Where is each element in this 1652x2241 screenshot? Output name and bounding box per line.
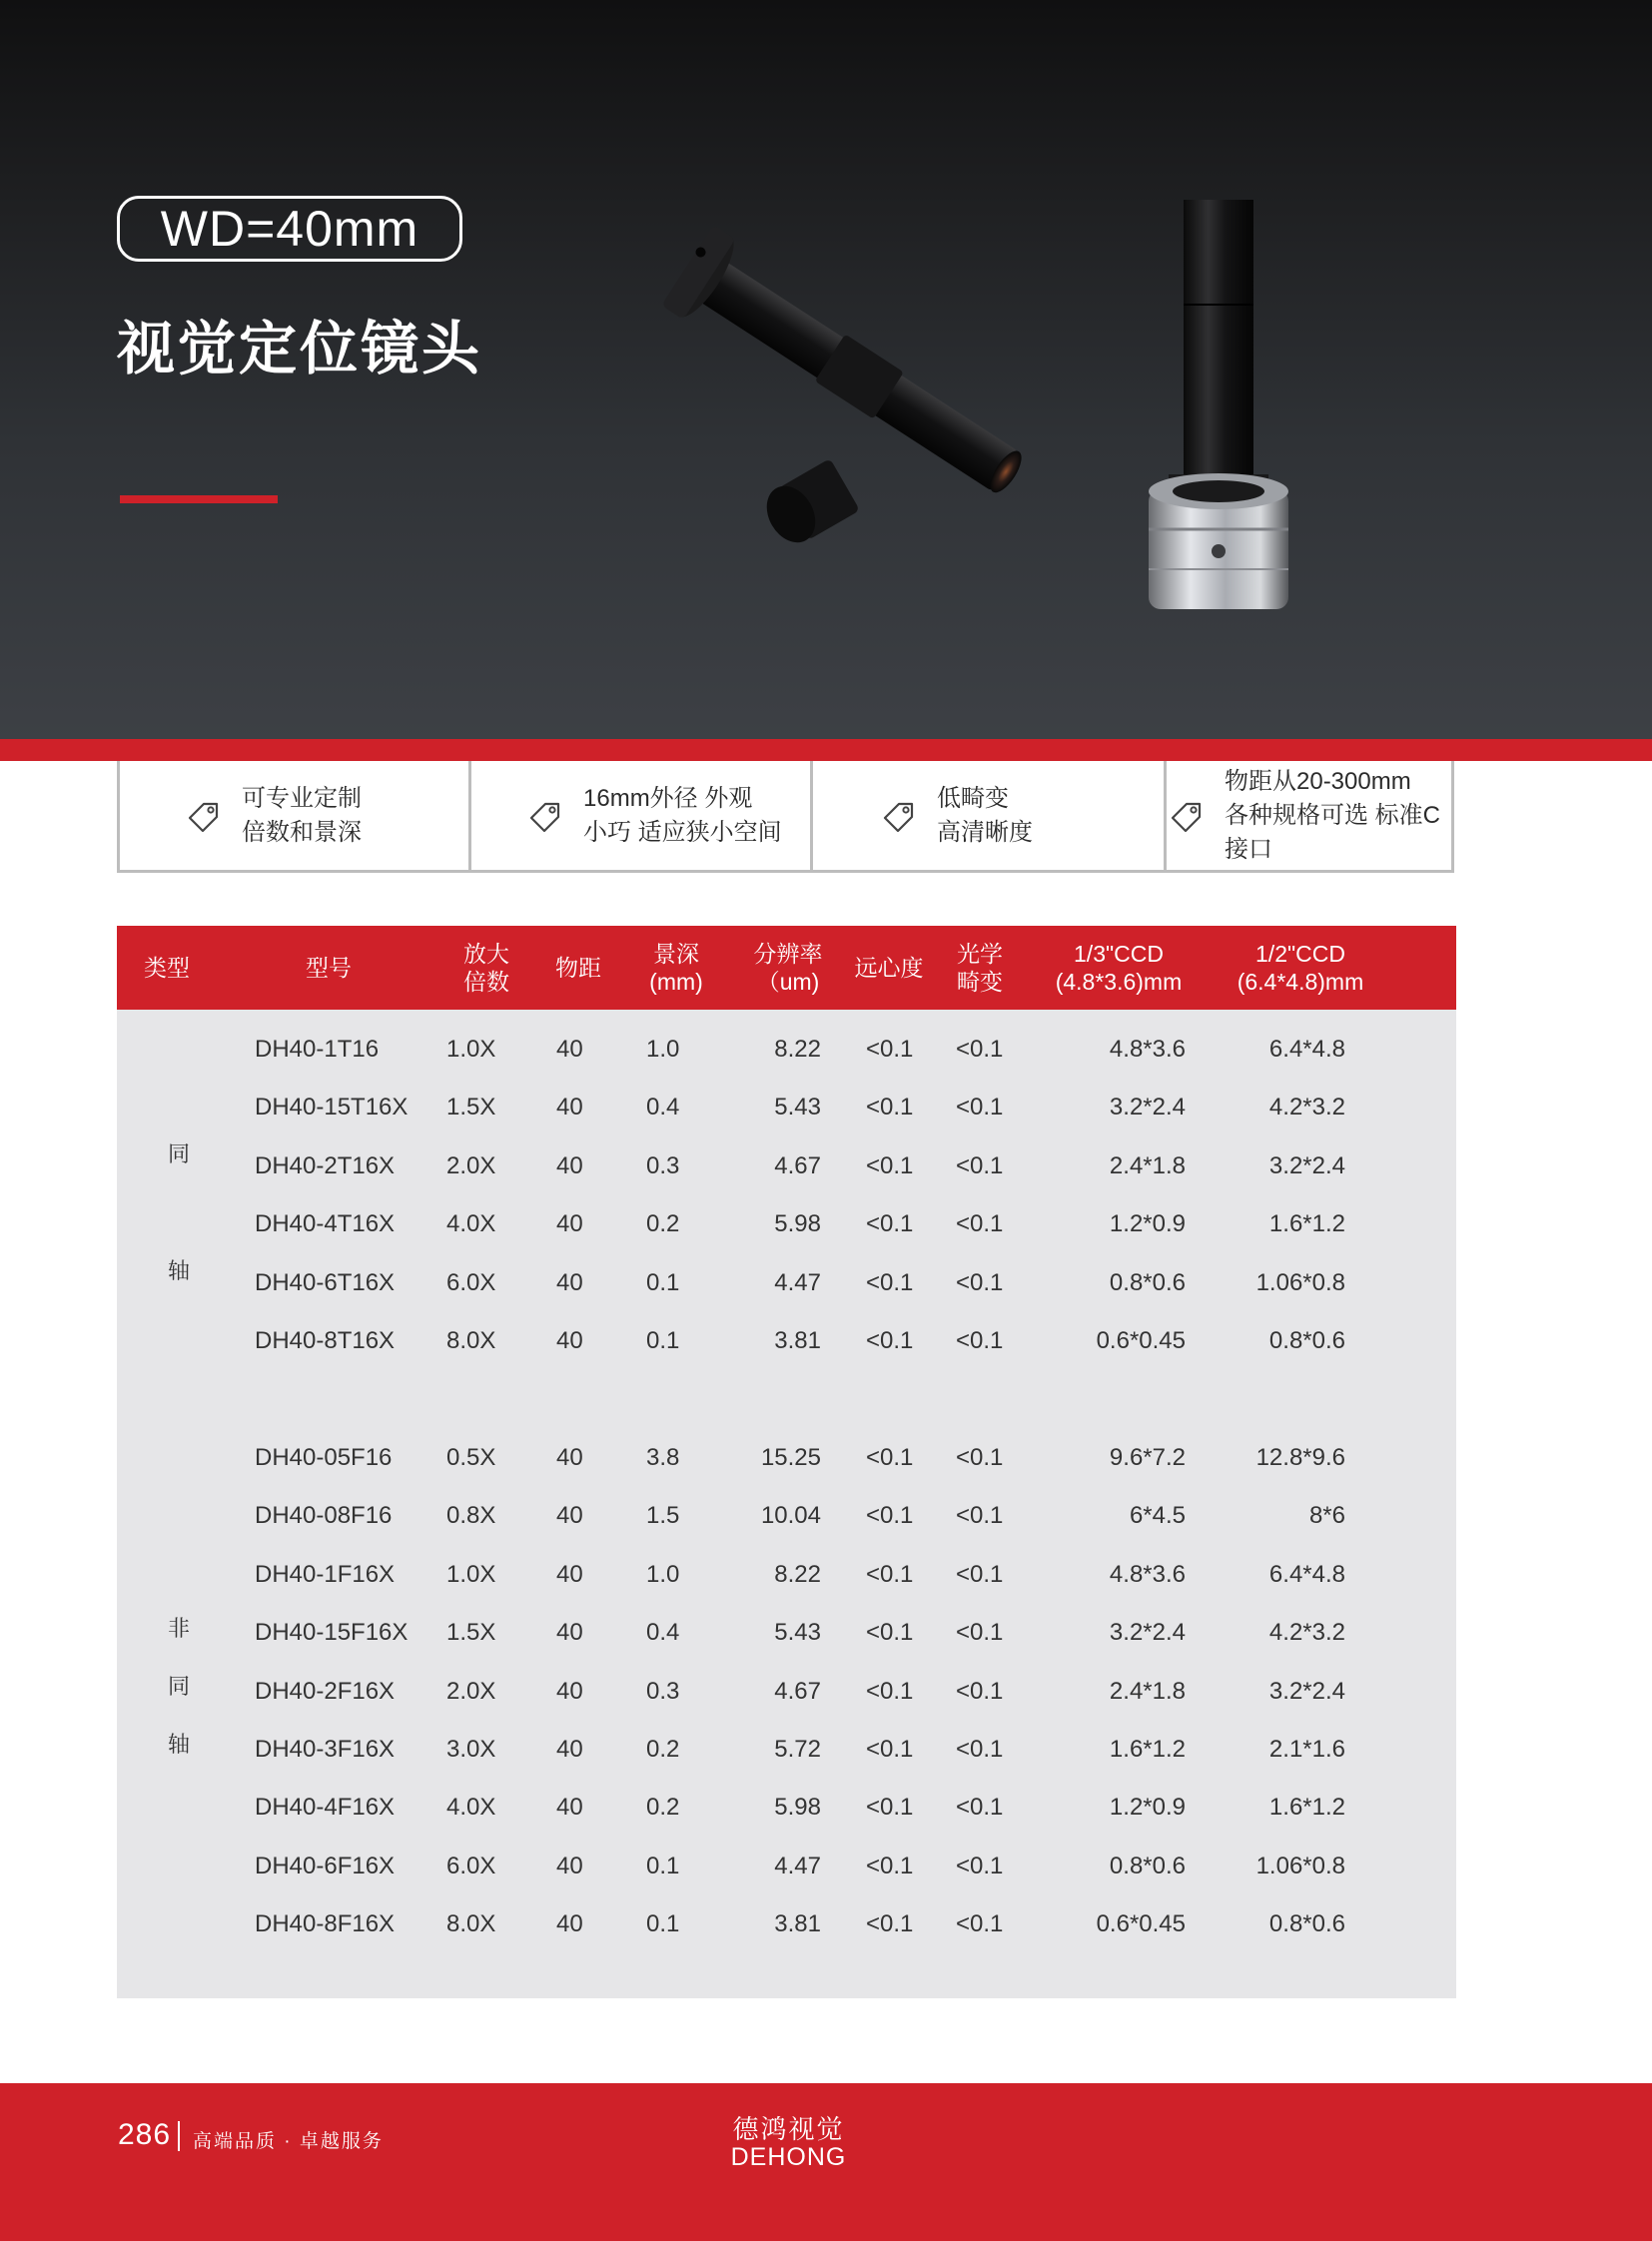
- header-telecentricity: 远心度: [854, 955, 924, 981]
- cell-ccd-half-inch: 1.06*0.8: [1255, 1852, 1345, 1879]
- cell-working-distance: 40: [556, 1560, 583, 1588]
- cell-depth-of-field: 0.1: [646, 1268, 680, 1296]
- cell-optical-distortion: <0.1: [956, 1327, 1004, 1354]
- cell-ccd-half-inch: 3.2*2.4: [1268, 1151, 1345, 1179]
- tag-icon: [1167, 796, 1207, 836]
- cell-model: DH40-08F16: [255, 1502, 393, 1530]
- cell-ccd-third-inch: 1.2*0.9: [1109, 1794, 1186, 1822]
- cell-working-distance: 40: [556, 1736, 583, 1763]
- cell-telecentricity: <0.1: [866, 1619, 914, 1647]
- header-resolution-line-2: （um): [756, 969, 820, 995]
- cell-working-distance: 40: [556, 1852, 583, 1879]
- feature-line-1: 可专业定制: [242, 784, 362, 812]
- cell-model: DH40-2T16X: [255, 1151, 396, 1179]
- cell-resolution: 4.47: [774, 1852, 821, 1879]
- cell-depth-of-field: 0.4: [646, 1619, 680, 1647]
- cell-model: DH40-6F16X: [255, 1852, 396, 1879]
- header-dof-line-2: (mm): [649, 969, 703, 995]
- cell-resolution: 10.04: [760, 1502, 821, 1530]
- table-body: [117, 1010, 1456, 1998]
- cell-telecentricity: <0.1: [866, 1327, 914, 1354]
- lens-product-image: [639, 200, 1358, 639]
- cell-telecentricity: <0.1: [866, 1677, 914, 1705]
- cell-model: DH40-4T16X: [255, 1210, 396, 1238]
- cell-depth-of-field: 1.0: [646, 1560, 680, 1588]
- cell-telecentricity: <0.1: [866, 1444, 914, 1471]
- cell-working-distance: 40: [556, 1794, 583, 1822]
- cell-working-distance: 40: [556, 1619, 583, 1647]
- cell-resolution: 8.22: [774, 1560, 821, 1588]
- cell-magnification: 4.0X: [446, 1210, 496, 1238]
- cell-ccd-half-inch: 1.06*0.8: [1255, 1268, 1345, 1296]
- cell-model: DH40-15T16X: [255, 1094, 409, 1121]
- cell-optical-distortion: <0.1: [956, 1910, 1004, 1938]
- cell-optical-distortion: <0.1: [956, 1210, 1004, 1238]
- cell-ccd-third-inch: 2.4*1.8: [1109, 1677, 1186, 1705]
- header-ccd12-line-2: (6.4*4.8)mm: [1237, 969, 1364, 995]
- cell-ccd-half-inch: 8*6: [1308, 1502, 1345, 1530]
- header-model: 型号: [306, 955, 352, 981]
- header-dof-line-1: 景深: [653, 941, 699, 967]
- cell-optical-distortion: <0.1: [956, 1852, 1004, 1879]
- cell-magnification: 2.0X: [446, 1677, 496, 1705]
- header-ccd-third-inch: [1034, 926, 1204, 1010]
- cell-optical-distortion: <0.1: [956, 1151, 1004, 1179]
- cell-magnification: 1.0X: [446, 1036, 496, 1063]
- header-optical-distortion: [950, 926, 1010, 1010]
- cell-depth-of-field: 0.1: [646, 1910, 680, 1938]
- cell-ccd-half-inch: 4.2*3.2: [1268, 1094, 1345, 1121]
- feature-item: [120, 761, 471, 870]
- header-type: 类型: [144, 955, 190, 981]
- cell-working-distance: 40: [556, 1036, 583, 1063]
- cell-ccd-half-inch: 1.6*1.2: [1268, 1794, 1345, 1822]
- hero-red-band: [0, 739, 1652, 761]
- cell-optical-distortion: <0.1: [956, 1677, 1004, 1705]
- cell-resolution: 5.43: [774, 1619, 821, 1647]
- cell-resolution: 5.72: [774, 1736, 821, 1763]
- header-magnification: [456, 926, 516, 1010]
- cell-optical-distortion: <0.1: [956, 1268, 1004, 1296]
- spec-table: [117, 926, 1456, 1998]
- cell-depth-of-field: 0.2: [646, 1210, 680, 1238]
- cell-ccd-third-inch: 1.2*0.9: [1109, 1210, 1186, 1238]
- cell-ccd-half-inch: 1.6*1.2: [1268, 1210, 1345, 1238]
- tag-icon: [525, 796, 565, 836]
- header-ccd13-line-1: 1/3"CCD: [1074, 941, 1164, 967]
- cell-ccd-half-inch: 6.4*4.8: [1268, 1036, 1345, 1063]
- cell-ccd-third-inch: 9.6*7.2: [1109, 1444, 1186, 1471]
- tag-icon: [184, 796, 224, 836]
- cell-ccd-third-inch: 4.8*3.6: [1109, 1036, 1186, 1063]
- cell-ccd-third-inch: 1.6*1.2: [1109, 1736, 1186, 1763]
- page-footer: [0, 2083, 1652, 2241]
- cell-ccd-third-inch: 4.8*3.6: [1109, 1560, 1186, 1588]
- cell-model: DH40-15F16X: [255, 1619, 409, 1647]
- cell-ccd-half-inch: 0.8*0.6: [1268, 1910, 1345, 1938]
- header-distortion-line-2: 畸变: [957, 969, 1003, 995]
- cell-ccd-third-inch: 0.6*0.45: [1096, 1910, 1186, 1938]
- cell-depth-of-field: 1.5: [646, 1502, 680, 1530]
- cell-telecentricity: <0.1: [866, 1094, 914, 1121]
- feature-line-1: 16mm外径 外观: [583, 784, 753, 812]
- cell-depth-of-field: 0.4: [646, 1094, 680, 1121]
- cell-model: DH40-1F16X: [255, 1560, 396, 1588]
- cell-depth-of-field: 3.8: [646, 1444, 680, 1471]
- cell-model: DH40-3F16X: [255, 1736, 396, 1763]
- header-magnification-line-1: 放大: [463, 941, 509, 967]
- feature-line-2: 倍数和景深: [242, 818, 362, 846]
- feature-line-1: 物距从20-300mm: [1225, 767, 1411, 795]
- header-magnification-line-2: 倍数: [463, 969, 509, 995]
- cell-optical-distortion: <0.1: [956, 1619, 1004, 1647]
- cell-model: DH40-4F16X: [255, 1794, 396, 1822]
- cell-optical-distortion: <0.1: [956, 1736, 1004, 1763]
- type-label: 同: [167, 1674, 190, 1699]
- feature-strip: [117, 761, 1454, 873]
- cell-ccd-third-inch: 0.8*0.6: [1109, 1268, 1186, 1296]
- cell-telecentricity: <0.1: [866, 1268, 914, 1296]
- cell-working-distance: 40: [556, 1094, 583, 1121]
- cell-working-distance: 40: [556, 1502, 583, 1530]
- cell-telecentricity: <0.1: [866, 1036, 914, 1063]
- cell-model: DH40-8F16X: [255, 1910, 396, 1938]
- page-title: 视觉定位镜头: [117, 315, 483, 382]
- header-ccd-half-inch: [1216, 926, 1385, 1010]
- cell-ccd-third-inch: 0.6*0.45: [1096, 1327, 1186, 1354]
- cell-resolution: 3.81: [774, 1327, 821, 1354]
- cell-telecentricity: <0.1: [866, 1210, 914, 1238]
- cell-working-distance: 40: [556, 1151, 583, 1179]
- type-label: 同: [167, 1141, 190, 1166]
- cell-optical-distortion: <0.1: [956, 1036, 1004, 1063]
- cell-working-distance: 40: [556, 1910, 583, 1938]
- cell-telecentricity: <0.1: [866, 1852, 914, 1879]
- cell-ccd-third-inch: 2.4*1.8: [1109, 1151, 1186, 1179]
- cell-optical-distortion: <0.1: [956, 1094, 1004, 1121]
- hero-banner: [0, 0, 1652, 739]
- cell-ccd-third-inch: 6*4.5: [1129, 1502, 1186, 1530]
- cell-model: DH40-05F16: [255, 1444, 393, 1471]
- cell-telecentricity: <0.1: [866, 1502, 914, 1530]
- feature-item: [471, 761, 813, 870]
- cell-optical-distortion: <0.1: [956, 1502, 1004, 1530]
- feature-line-2: 各种规格可选 标准C接口: [1225, 801, 1440, 863]
- cell-magnification: 1.0X: [446, 1560, 496, 1588]
- cell-model: DH40-6T16X: [255, 1268, 396, 1296]
- header-ccd13-line-2: (4.8*3.6)mm: [1055, 969, 1183, 995]
- feature-line-2: 高清晰度: [937, 818, 1033, 846]
- cell-resolution: 5.98: [774, 1210, 821, 1238]
- cell-model: DH40-8T16X: [255, 1327, 396, 1354]
- title-accent-bar: [120, 495, 278, 503]
- type-label: 轴: [167, 1258, 190, 1283]
- cell-magnification: 1.5X: [446, 1619, 496, 1647]
- cell-depth-of-field: 0.1: [646, 1852, 680, 1879]
- cell-working-distance: 40: [556, 1677, 583, 1705]
- header-depth-of-field: [636, 926, 716, 1010]
- cell-working-distance: 40: [556, 1327, 583, 1354]
- cell-ccd-third-inch: 0.8*0.6: [1109, 1852, 1186, 1879]
- cell-depth-of-field: 0.2: [646, 1736, 680, 1763]
- header-ccd12-line-1: 1/2"CCD: [1255, 941, 1345, 967]
- type-label: 轴: [167, 1732, 190, 1757]
- cell-magnification: 8.0X: [446, 1910, 496, 1938]
- cell-magnification: 8.0X: [446, 1327, 496, 1354]
- cell-resolution: 5.98: [774, 1794, 821, 1822]
- cell-depth-of-field: 0.3: [646, 1151, 680, 1179]
- feature-line-2: 小巧 适应狭小空间: [583, 818, 782, 846]
- cell-ccd-half-inch: 3.2*2.4: [1268, 1677, 1345, 1705]
- cell-magnification: 0.5X: [446, 1444, 496, 1471]
- cell-resolution: 5.43: [774, 1094, 821, 1121]
- cell-model: DH40-2F16X: [255, 1677, 396, 1705]
- cell-depth-of-field: 0.3: [646, 1677, 680, 1705]
- cell-magnification: 1.5X: [446, 1094, 496, 1121]
- cell-ccd-half-inch: 4.2*3.2: [1268, 1619, 1345, 1647]
- cell-resolution: 3.81: [774, 1910, 821, 1938]
- cell-optical-distortion: <0.1: [956, 1794, 1004, 1822]
- tag-icon: [879, 796, 919, 836]
- cell-telecentricity: <0.1: [866, 1151, 914, 1179]
- feature-item: [813, 761, 1167, 870]
- cell-optical-distortion: <0.1: [956, 1560, 1004, 1588]
- cell-resolution: 15.25: [760, 1444, 821, 1471]
- footer-slogan: 高端品质 · 卓越服务: [193, 2131, 384, 2152]
- cell-magnification: 6.0X: [446, 1268, 496, 1296]
- cell-model: DH40-1T16: [255, 1036, 380, 1063]
- cell-magnification: 3.0X: [446, 1736, 496, 1763]
- cell-resolution: 4.47: [774, 1268, 821, 1296]
- cell-ccd-third-inch: 3.2*2.4: [1109, 1094, 1186, 1121]
- cell-magnification: 4.0X: [446, 1794, 496, 1822]
- header-resolution: [738, 926, 838, 1010]
- cell-telecentricity: <0.1: [866, 1560, 914, 1588]
- cell-depth-of-field: 0.2: [646, 1794, 680, 1822]
- working-distance-badge: WD=40mm: [117, 196, 462, 262]
- cell-depth-of-field: 1.0: [646, 1036, 680, 1063]
- cell-ccd-half-inch: 2.1*1.6: [1268, 1736, 1345, 1763]
- cell-ccd-half-inch: 0.8*0.6: [1268, 1327, 1345, 1354]
- header-distortion-line-1: 光学: [957, 941, 1003, 967]
- cell-magnification: 2.0X: [446, 1151, 496, 1179]
- cell-ccd-half-inch: 6.4*4.8: [1268, 1560, 1345, 1588]
- page-number: 286: [118, 2118, 172, 2151]
- feature-line-1: 低畸变: [937, 784, 1009, 812]
- table-header: [117, 926, 1456, 1010]
- cell-magnification: 0.8X: [446, 1502, 496, 1530]
- cell-telecentricity: <0.1: [866, 1910, 914, 1938]
- cell-telecentricity: <0.1: [866, 1794, 914, 1822]
- cell-ccd-third-inch: 3.2*2.4: [1109, 1619, 1186, 1647]
- cell-working-distance: 40: [556, 1444, 583, 1471]
- cell-optical-distortion: <0.1: [956, 1444, 1004, 1471]
- header-resolution-line-1: 分辨率: [753, 941, 823, 967]
- header-working-distance: 物距: [555, 955, 601, 981]
- cell-ccd-half-inch: 12.8*9.6: [1255, 1444, 1345, 1471]
- cell-resolution: 4.67: [774, 1151, 821, 1179]
- cell-working-distance: 40: [556, 1268, 583, 1296]
- brand-name-en: DEHONG: [730, 2143, 847, 2171]
- feature-item: [1167, 761, 1451, 870]
- cell-magnification: 6.0X: [446, 1852, 496, 1879]
- cell-depth-of-field: 0.1: [646, 1327, 680, 1354]
- type-label: 非: [167, 1616, 190, 1641]
- cell-resolution: 8.22: [774, 1036, 821, 1063]
- cell-telecentricity: <0.1: [866, 1736, 914, 1763]
- cell-working-distance: 40: [556, 1210, 583, 1238]
- cell-resolution: 4.67: [774, 1677, 821, 1705]
- brand-name-cn: 德鸿视觉: [732, 2114, 845, 2144]
